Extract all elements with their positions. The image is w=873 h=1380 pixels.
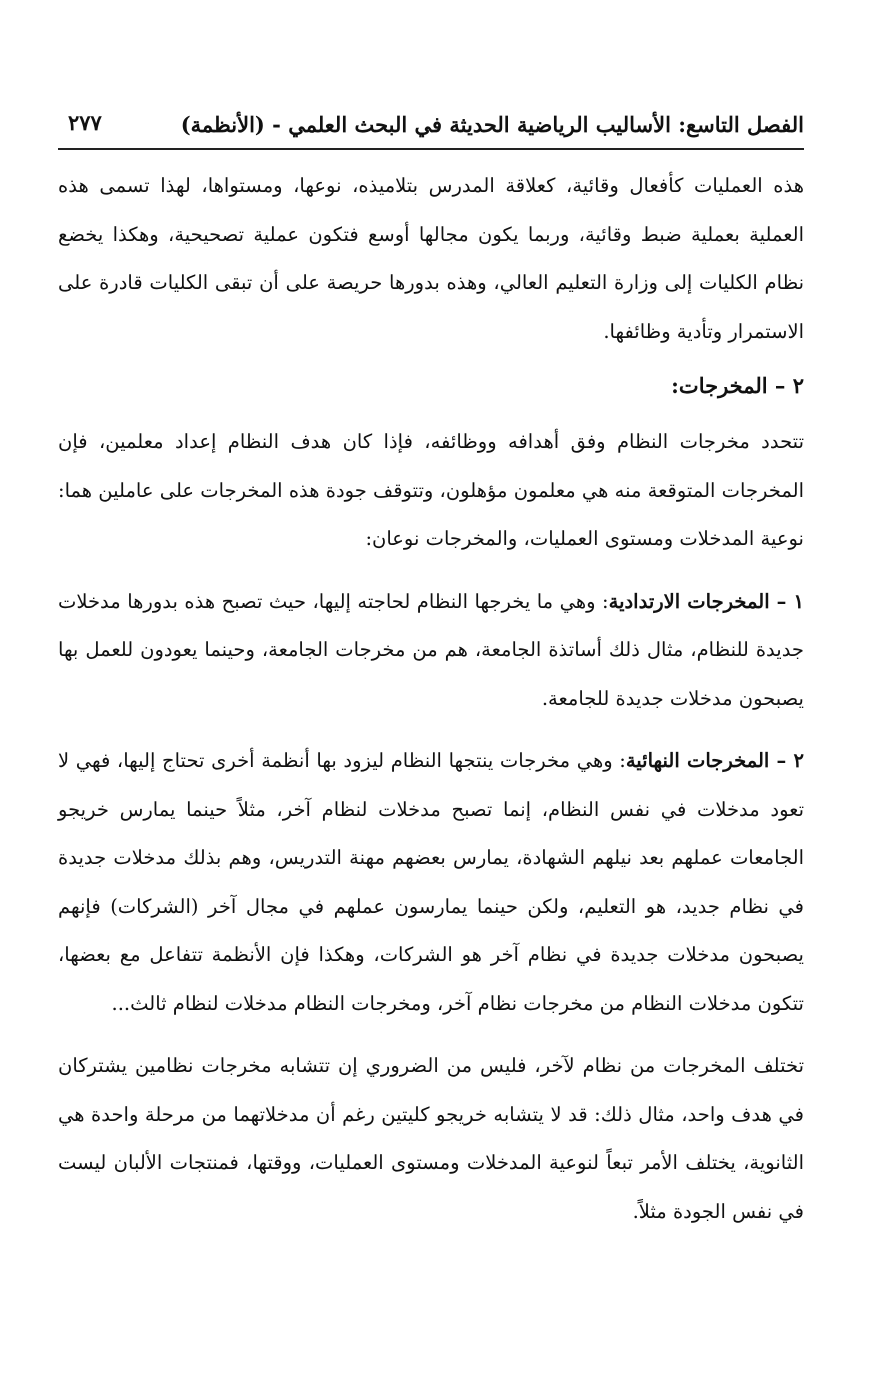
chapter-title: الفصل التاسع: الأساليب الرياضية الحديثة في البحث العلمي - (الأنظمة) xyxy=(180,112,804,137)
paragraph-feedback-outputs xyxy=(58,578,804,724)
paragraph-final-outputs xyxy=(58,737,804,1028)
book-page xyxy=(58,108,804,1236)
term-final-outputs: ٢ – المخرجات النهائية xyxy=(625,749,805,772)
section-heading-outputs: ٢ – المخرجات: xyxy=(671,373,804,398)
page-body xyxy=(58,162,804,1236)
page-number: ٢٧٧ xyxy=(68,110,102,135)
running-header xyxy=(58,108,804,150)
paragraph-processes: هذه العمليات كأفعال وقائية، كعلاقة المدرس بتلاميذه، نوعها، ومستواها، لهذا تسمى هذه العملية بعملية ضبط وقائية، وربما يكون مجالها أوسع فتكون عملية تصحيحية، وهكذا يخضع نظام الكليات إلى وزارة التعليم العالي، وهذه بدورها حريصة على أن تبقى الكليات قادرة على الاستمرار وتأدية وظائفها. xyxy=(58,174,804,343)
paragraph-outputs-intro: تتحدد مخرجات النظام وفق أهدافه ووظائفه، فإذا كان هدف النظام إعداد معلمين، فإن المخرجات المتوقعة منه هي معلمون مؤهلون، وتتوقف جودة هذه المخرجات على عاملين هما: نوعية المدخلات ومستوى العمليات، والمخرجات نوعان: xyxy=(58,430,804,550)
final-outputs-text: : وهي مخرجات ينتجها النظام ليزود بها أنظمة أخرى تحتاج إليها، فهي لا تعود مدخلات في نفس النظام، إنما تصبح مدخلات لنظام آخر، مثلاً حينما يمارس خريجو الجامعات عملهم بعد نيلهم الشهادة، يمارس بعضهم مهنة التدريس، وهم بذلك مدخلات جديدة في نظام جديد، هو التعليم، ولكن حينما يمارسون عملهم في مجال آخر (الشركات) فإنهم يصبحون مدخلات جديدة في نظام آخر هو الشركات، وهكذا فإن الأنظمة تتفاعل مع بعضها، تتكون مدخلات النظام من مخرجات نظام آخر، ومخرجات النظام مدخلات لنظام ثالث... xyxy=(58,749,804,1015)
paragraph-outputs-differ: تختلف المخرجات من نظام لآخر، فليس من الضروري إن تتشابه مخرجات نظامين يشتركان في هدف واحد، مثال ذلك: قد لا يتشابه خريجو كليتين رغم أن مدخلاتهما من مرحلة واحدة هي الثانوية، يختلف الأمر تبعاً لنوعية المدخلات ومستوى العمليات، ووقتها، فمنتجات الألبان ليست في نفس الجودة مثلاً. xyxy=(58,1054,804,1223)
term-feedback-outputs: ١ – المخرجات الارتدادية xyxy=(608,589,804,613)
feedback-outputs-text: : وهي ما يخرجها النظام لحاجته إليها، حيث تصبح هذه بدورها مدخلات جديدة للنظام، مثال ذلك أساتذة الجامعة، هم من مخرجات الجامعة، وحينما يعودون للعمل بها يصبحون مدخلات جديدة للجامعة. xyxy=(58,589,804,710)
